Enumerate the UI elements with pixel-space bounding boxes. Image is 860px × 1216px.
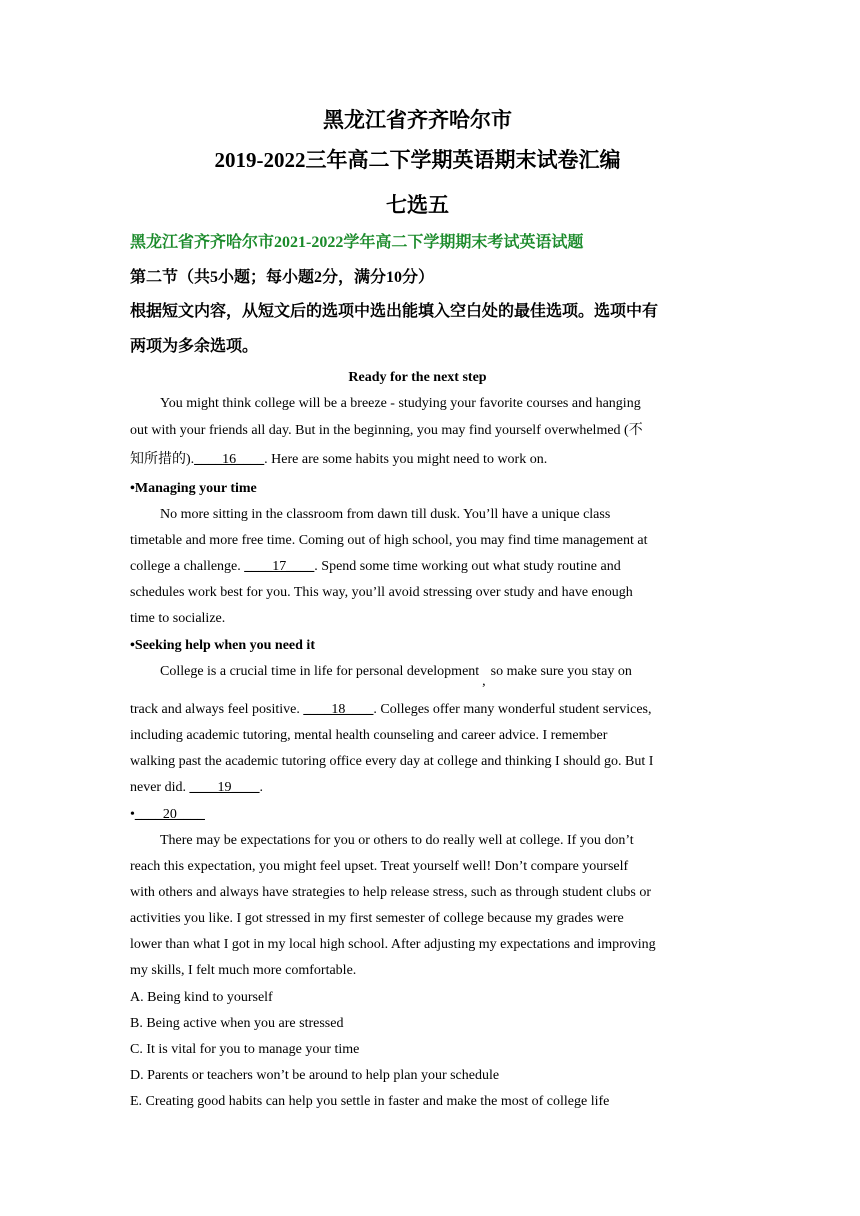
section-heading: 第二节（共5小题；每小题2分，满分10分）	[130, 269, 435, 286]
heading-managing-time: •Managing your time	[130, 481, 257, 496]
passage-line: including academic tutoring, mental health counseling and career advice. I remember	[130, 728, 608, 743]
instruction-line-1: 根据短文内容，从短文后的选项中选出能填入空白处的最佳选项。选项中有	[130, 303, 659, 320]
option-b: B. Being active when you are stressed	[130, 1016, 344, 1031]
passage-text: . Spend some time working out what study routine and	[314, 559, 621, 574]
passage-text: 知所措的).	[130, 452, 195, 467]
passage-text: .	[259, 780, 263, 795]
passage-text: college a challenge.	[130, 559, 245, 574]
passage-line: my skills, I felt much more comfortable.	[130, 963, 357, 978]
passage-line: There may be expectations for you or others to do really well at college. If you don’t	[160, 833, 634, 848]
doc-title-type: 七选五	[386, 193, 449, 217]
passage-line: lower than what I got in my local high school. After adjusting my expectations and improving	[130, 937, 656, 952]
passage-title: Ready for the next step	[348, 370, 487, 385]
option-a: A. Being kind to yourself	[130, 990, 273, 1005]
passage-text: College is a crucial time in life for personal development	[160, 664, 480, 679]
option-d: D. Parents or teachers won’t be around to help plan your schedule	[130, 1068, 500, 1083]
stray-comma: ,	[482, 674, 486, 689]
option-e: E. Creating good habits can help you settle in faster and make the most of college life	[130, 1094, 610, 1109]
passage-line: with others and always have strategies to help release stress, such as through student clubs or	[130, 885, 651, 900]
blank-19: ____19____	[189, 780, 260, 795]
exam-source-heading: 黑龙江省齐齐哈尔市2021-2022学年高二下学期期末考试英语试题	[130, 234, 584, 251]
passage-line: time to socialize.	[130, 611, 226, 626]
passage-text: never did.	[130, 780, 190, 795]
passage-line	[160, 662, 632, 689]
passage-line	[130, 700, 652, 720]
passage-line: walking past the academic tutoring office every day at college and thinking I should go. But I	[130, 754, 654, 769]
passage-line: No more sitting in the classroom from dawn till dusk. You’ll have a unique class	[160, 507, 611, 522]
passage-text: . Here are some habits you might need to work on.	[264, 452, 548, 467]
instruction-line-2: 两项为多余选项。	[130, 338, 259, 355]
doc-title-collection: 2019-2022三年高二下学期英语期末试卷汇编	[214, 148, 621, 172]
blank-20: ____20____	[134, 807, 205, 822]
passage-line: schedules work best for you. This way, you’ll avoid stressing over study and have enough	[130, 585, 633, 600]
passage-line: timetable and more free time. Coming out of high school, you may find time management at	[130, 533, 648, 548]
passage-line: activities you like. I got stressed in my first semester of college because my grades were	[130, 911, 624, 926]
passage-line: out with your friends all day. But in the beginning, you may find yourself overwhelmed (不	[130, 423, 643, 438]
heading-seeking-help: •Seeking help when you need it	[130, 638, 315, 653]
passage-line: reach this expectation, you might feel upset. Treat yourself well! Don’t compare yourself	[130, 859, 629, 874]
passage-text: so make sure you stay on	[490, 664, 632, 679]
heading-blank-20	[130, 805, 205, 825]
passage-line	[130, 778, 263, 798]
bullet: •	[130, 807, 135, 822]
blank-18: ____18____	[303, 702, 374, 717]
passage-text: track and always feel positive.	[130, 702, 304, 717]
passage-line: You might think college will be a breeze - studying your favorite courses and hanging	[160, 396, 641, 411]
option-c: C. It is vital for you to manage your time	[130, 1042, 360, 1057]
blank-16: ____16____	[194, 452, 265, 467]
blank-17: ____17____	[244, 559, 315, 574]
doc-title-region: 黑龙江省齐齐哈尔市	[323, 108, 512, 132]
passage-line	[130, 557, 621, 577]
passage-line	[130, 450, 547, 470]
passage-text: . Colleges offer many wonderful student services,	[373, 702, 652, 717]
